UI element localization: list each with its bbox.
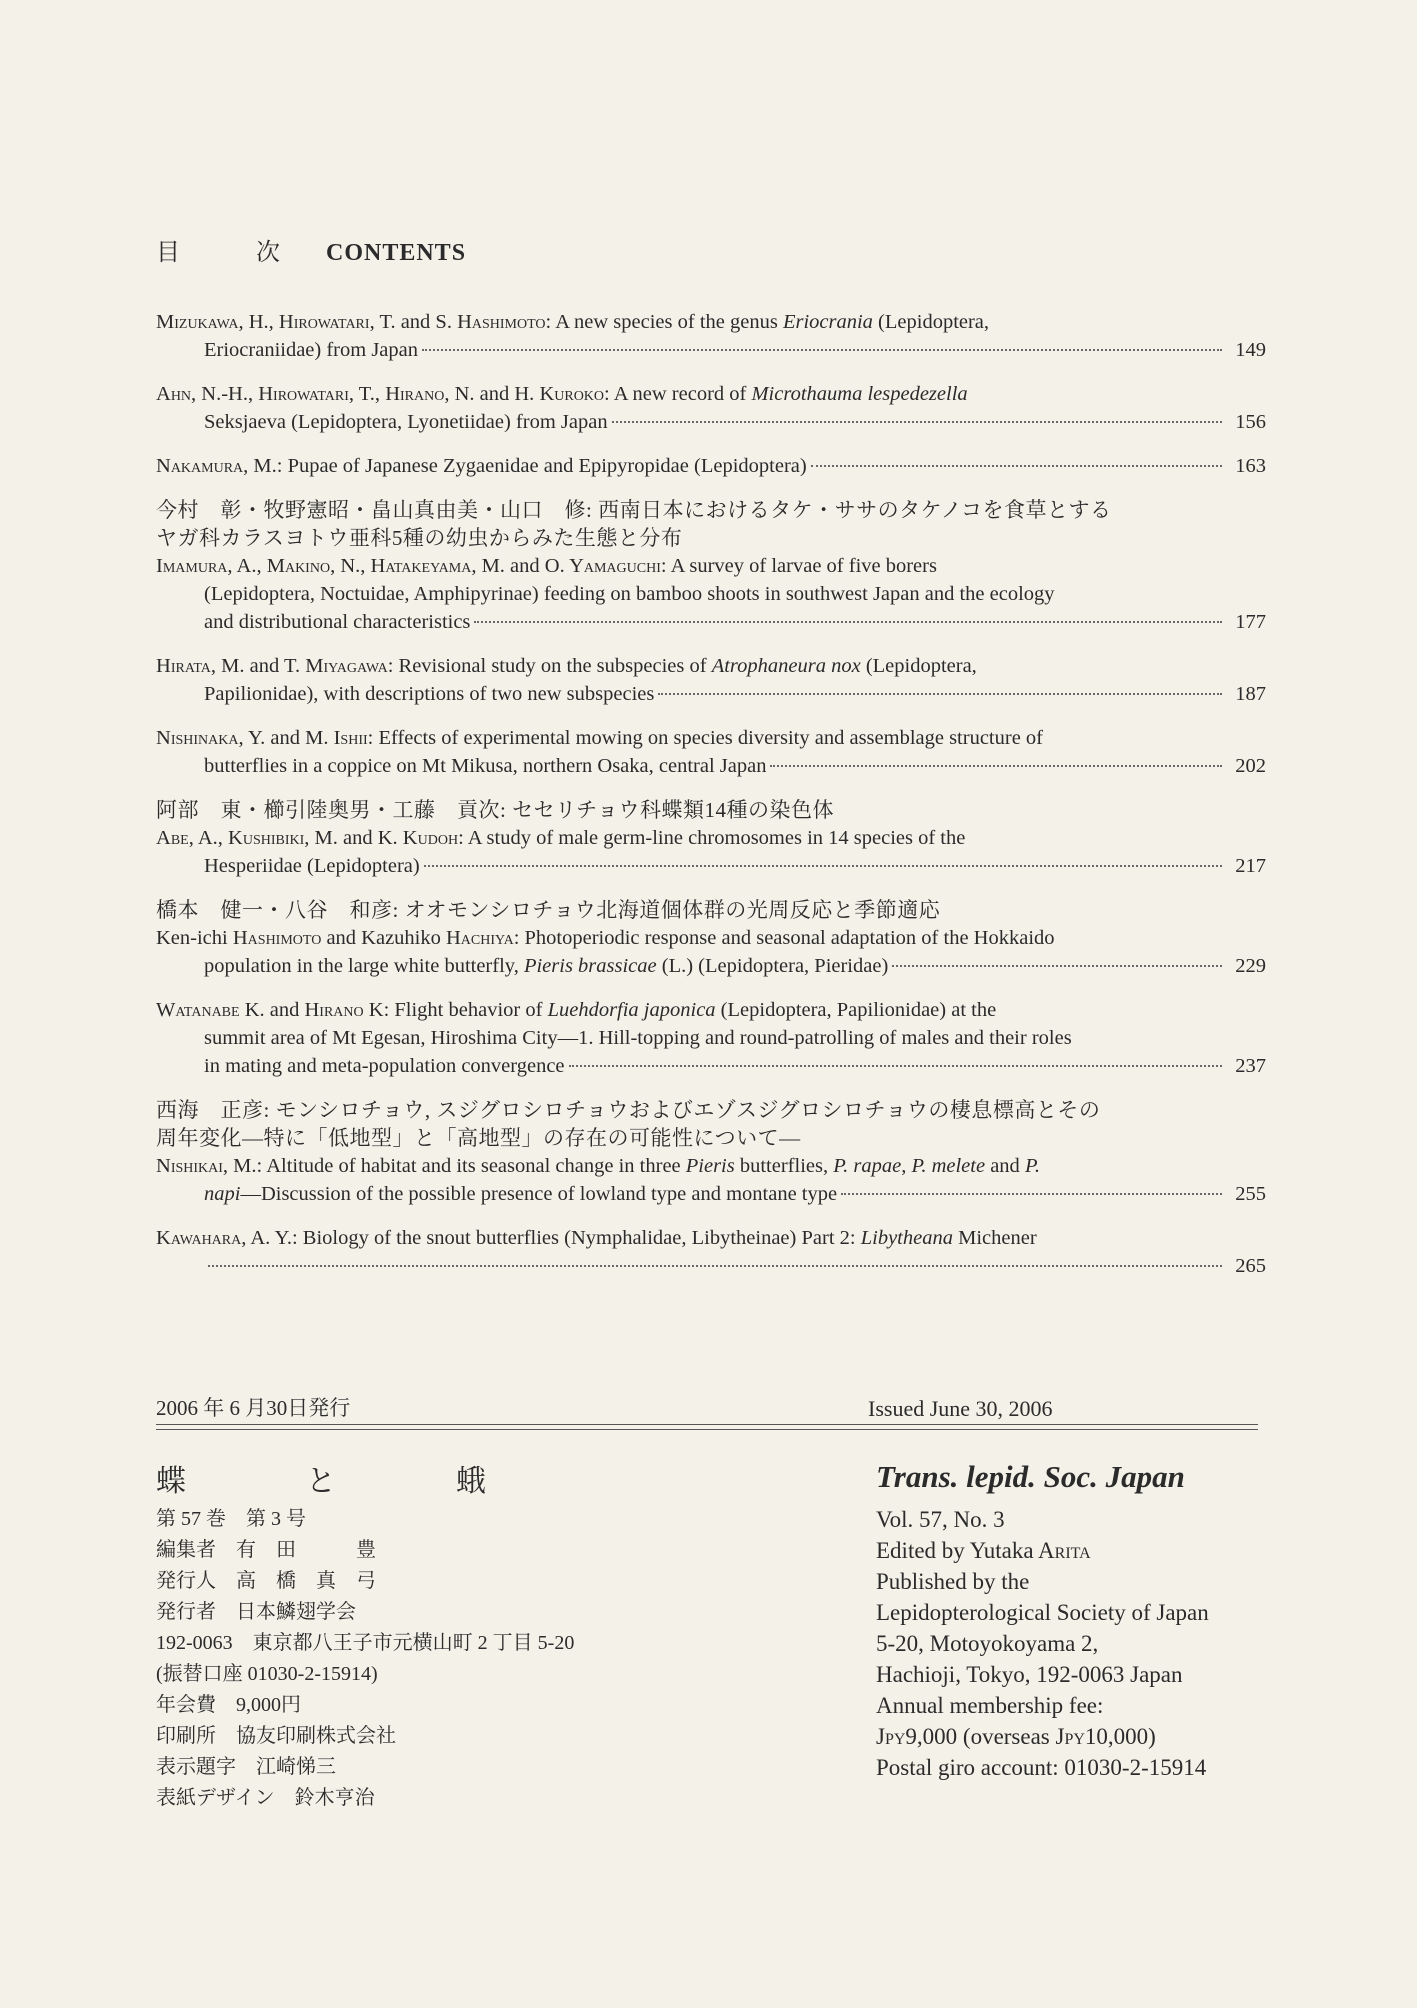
toc-entry [156, 1096, 1266, 1208]
toc-entry-jp-title: 阿部 東・櫛引陸奥男・工藤 貢次: セセリチョウ科蝶類14種の染色体 [156, 798, 835, 822]
toc-entry-line: Watanabe K. and Hirano K: Flight behavior of Luehdorfia japonica (Lepidoptera, Papilionidae) at the [156, 999, 997, 1021]
colophon-jp-line: 編集者 有 田 豊 [156, 1539, 376, 1561]
colophon-en-line: Lepidopterological Society of Japan [876, 1600, 1209, 1625]
toc-entry-line: Imamura, A., Makino, N., Hatakeyama, M. and O. Yamaguchi: A survey of larvae of five borers [156, 555, 937, 577]
toc-entry-line: Nakamura, M.: Pupae of Japanese Zygaenidae and Epipyropidae (Lepidoptera) 163 [156, 452, 1266, 480]
leader-dots [841, 1193, 1222, 1195]
toc-entry [156, 1224, 1266, 1280]
toc-entry-jp-title: 今村 彰・牧野憲昭・畠山真由美・山口 修: 西南日本におけるタケ・ササのタケノコを食草とする [156, 498, 1112, 522]
toc-entry-line: Nishikai, M.: Altitude of habitat and its seasonal change in three Pieris butterflies, P. rapae, P. melete and P. [156, 1155, 1040, 1177]
toc-entry [156, 796, 1266, 880]
jp-title-2: と [306, 1465, 338, 1498]
toc-entry-line: Kawahara, A. Y.: Biology of the snout butterflies (Nymphalidae, Libytheinae) Part 2: Libytheana Michener [156, 1227, 1037, 1249]
issue-date-jp: 2006 年 6 月30日発行 [156, 1396, 351, 1420]
colophon-jp-line: 年会費 9,000円 [156, 1694, 301, 1716]
page-number: 202 [1235, 755, 1266, 777]
page-number: 177 [1235, 611, 1266, 633]
leader-dots [422, 349, 1222, 351]
page-number: 229 [1235, 955, 1266, 977]
colophon-jp-line: 発行者 日本鱗翅学会 [156, 1601, 356, 1623]
toc-entry-line: Nishinaka, Y. and M. Ishii: Effects of experimental mowing on species diversity and assemblage structure of [156, 727, 1044, 749]
toc-entry-line: Seksjaeva (Lepidoptera, Lyonetiidae) from Japan 156 [156, 408, 1266, 436]
toc-entry-line: in mating and meta-population convergence 237 [156, 1052, 1266, 1080]
toc-entry-jp-title: ヤガ科カラスヨトウ亜科5種の幼虫からみた生態と分布 [156, 526, 683, 550]
colophon-en-line: Hachioji, Tokyo, 192-0063 Japan [876, 1662, 1183, 1687]
page-number: 237 [1235, 1055, 1266, 1077]
issue-date-en: Issued June 30, 2006 [868, 1396, 1053, 1421]
leader-dots [474, 621, 1222, 623]
leader-dots [612, 421, 1222, 423]
toc-entry-line: (Lepidoptera, Noctuidae, Amphipyrinae) feeding on bamboo shoots in southwest Japan and the ecology [204, 583, 1055, 605]
toc-entry [156, 496, 1266, 636]
leader-dots [569, 1065, 1222, 1067]
colophon-jp-line: 192-0063 東京都八王子市元横山町 2 丁目 5-20 [156, 1632, 575, 1654]
colophon-en-line: 5-20, Motoyokoyama 2, [876, 1631, 1099, 1656]
toc-entry [156, 724, 1266, 780]
colophon-en-line: Published by the [876, 1569, 1030, 1594]
toc-entry-line: Hirata, M. and T. Miyagawa: Revisional study on the subspecies of Atrophaneura nox (Lepidoptera, [156, 655, 977, 677]
leader-dots [658, 693, 1222, 695]
toc-entry-line: and distributional characteristics 177 [156, 608, 1266, 636]
colophon-jp-line: (振替口座 01030-2-15914) [156, 1663, 378, 1685]
toc-entry-line: Abe, A., Kushibiki, M. and K. Kudoh: A study of male germ-line chromosomes in 14 species of the [156, 827, 966, 849]
contents-heading [156, 232, 466, 267]
jp-title-3: 蛾 [456, 1465, 488, 1498]
page-number: 149 [1235, 339, 1266, 361]
colophon-jp-line: 表紙デザイン 鈴木亨治 [156, 1787, 375, 1809]
colophon-jp-line: 第 57 巻 第 3 号 [156, 1508, 306, 1530]
page-number: 217 [1235, 855, 1266, 877]
leader-dots [892, 965, 1222, 967]
leader-dots [770, 765, 1222, 767]
contents-heading-en: CONTENTS [326, 240, 467, 266]
toc-entry [156, 308, 1266, 364]
toc-entry-line: Mizukawa, H., Hirowatari, T. and S. Hashimoto: A new species of the genus Eriocrania (Lepidoptera, [156, 311, 990, 333]
colophon-jp-line: 発行人 高 橋 真 弓 [156, 1570, 376, 1592]
jp-title-1: 蝶 [156, 1465, 188, 1498]
leader-dots [811, 465, 1222, 467]
toc-entry [156, 996, 1266, 1080]
colophon-jp [156, 1460, 574, 1814]
page-number: 187 [1235, 683, 1266, 705]
colophon-jp-line: 表示題字 江崎悌三 [156, 1756, 336, 1778]
table-of-contents [156, 308, 1266, 1296]
leader-dots [424, 865, 1222, 867]
colophon-en-line: Edited by Yutaka Arita [876, 1538, 1091, 1563]
toc-entry [156, 652, 1266, 708]
colophon-en-line: Jpy9,000 (overseas Jpy10,000) [876, 1724, 1156, 1749]
toc-entry-line: Hesperiidae (Lepidoptera) 217 [156, 852, 1266, 880]
toc-entry-jp-title: 橋本 健一・八谷 和彦: オオモンシロチョウ北海道個体群の光周反応と季節適応 [156, 898, 941, 922]
leader-dots [208, 1265, 1222, 1267]
colophon-en-line: Annual membership fee: [876, 1693, 1104, 1718]
colophon-en-line: Postal giro account: 01030-2-15914 [876, 1755, 1207, 1780]
toc-entry [156, 452, 1266, 480]
toc-entry-line [156, 1252, 1266, 1280]
toc-entry [156, 380, 1266, 436]
journal-title-en: Trans. lepid. Soc. Japan [876, 1459, 1185, 1494]
toc-entry-line: summit area of Mt Egesan, Hiroshima City—1. Hill-topping and round-patrolling of males and their roles [204, 1027, 1072, 1049]
toc-entry-line: Eriocraniidae) from Japan 149 [156, 336, 1266, 364]
divider [156, 1424, 1258, 1425]
colophon-en-line: Vol. 57, No. 3 [876, 1507, 1005, 1532]
page-number: 265 [1235, 1255, 1266, 1277]
toc-entry-line: napi—Discussion of the possible presence of lowland type and montane type 255 [156, 1180, 1266, 1208]
page-number: 156 [1235, 411, 1266, 433]
contents-heading-jp2: 次 [256, 240, 281, 266]
toc-entry-jp-title: 西海 正彦: モンシロチョウ, スジグロシロチョウおよびエゾスジグロシロチョウの棲息標高とその [156, 1098, 1101, 1122]
divider [156, 1429, 1258, 1430]
toc-entry-line: population in the large white butterfly, Pieris brassicae (L.) (Lepidoptera, Pieridae) 229 [156, 952, 1266, 980]
toc-entry [156, 896, 1266, 980]
toc-entry-line: Ahn, N.-H., Hirowatari, T., Hirano, N. and H. Kuroko: A new record of Microthauma lespedezella [156, 383, 968, 405]
colophon-en [876, 1452, 1209, 1783]
page-number: 255 [1235, 1183, 1266, 1205]
toc-entry-line: Ken-ichi Hashimoto and Kazuhiko Hachiya: Photoperiodic response and seasonal adaptation of the Hokkaido [156, 927, 1055, 949]
page-number: 163 [1235, 455, 1266, 477]
journal-title-jp [156, 1460, 574, 1504]
toc-entry-line: butterflies in a coppice on Mt Mikusa, northern Osaka, central Japan 202 [156, 752, 1266, 780]
contents-heading-jp1: 目 [156, 240, 181, 266]
toc-entry-line: Papilionidae), with descriptions of two new subspecies 187 [156, 680, 1266, 708]
toc-entry-jp-title: 周年変化—特に「低地型」と「高地型」の存在の可能性について— [156, 1126, 801, 1150]
colophon-jp-line: 印刷所 協友印刷株式会社 [156, 1725, 396, 1747]
